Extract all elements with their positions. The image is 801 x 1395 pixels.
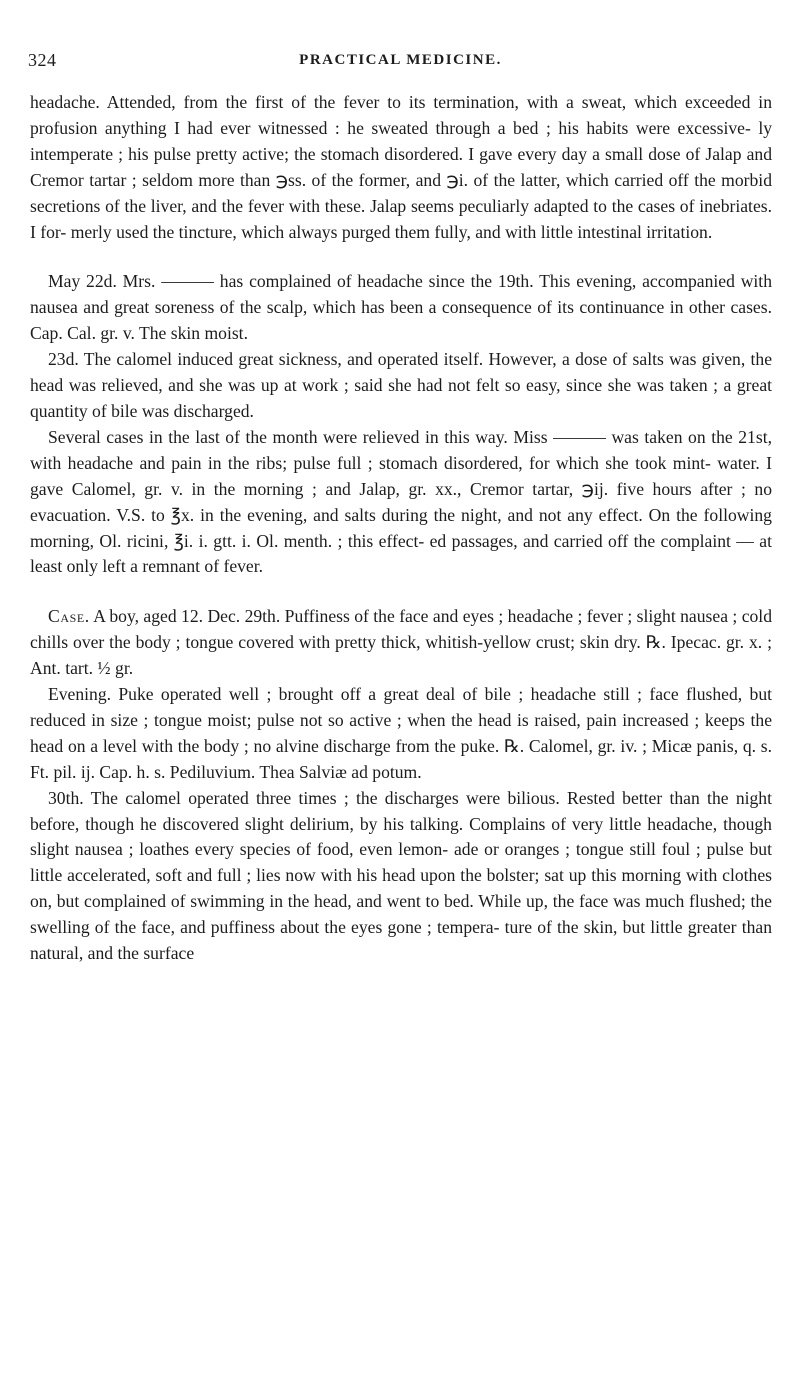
text-line: swelling of the face, and puffiness about the eyes gone ; tempera- (30, 917, 500, 938)
text-line: Several cases in the last of the month were relieved in this way. (48, 426, 508, 447)
text-line: Evening. Puke operated well ; brought off a great deal of bile ; (48, 684, 524, 705)
text-line: puke. ℞. Calomel, gr. iv. ; Micæ panis, q. s. Ft. pil. ij. Cap. h. s. (30, 735, 773, 782)
text-line: pulse not so active ; when the head is raised, pain increased ; keeps (257, 709, 745, 730)
text-line: ade or oranges ; tongue still foul ; pulse but little accelerated, soft (30, 839, 772, 886)
text-line: more than ℈ss. of the former, and ℈i. of the latter, which carried (198, 169, 664, 190)
text-line: water. I gave Calomel, gr. v. in the morning ; and Jalap, gr. xx., (30, 452, 772, 499)
text-line: the head on a level with the body ; no alvine discharge from the (30, 709, 773, 756)
text-line: Pediluvium. Thea Salviæ ad potum. (169, 761, 422, 782)
text-line: she was up at work ; said she had not felt so easy, since she was (199, 375, 665, 396)
text-line: off the morbid secretions of the liver, and the fever with these. (30, 169, 772, 216)
paragraph-case-boy (30, 604, 772, 682)
text-line: ly intemperate ; his pulse pretty active; the stomach disordered. (30, 117, 772, 164)
text-line: cases. Cap. Cal. gr. v. The skin moist. (30, 297, 772, 344)
text-line: 23d. The calomel induced great sickness, and operated itself. (48, 349, 484, 370)
text-line: However, a dose of salts was given, the head was relieved, and (30, 349, 773, 396)
text-line: though slight nausea ; loathes every species of food, even lemon- (30, 813, 772, 860)
text-line: ture of the skin, but little greater than natural, and the surface (30, 917, 772, 964)
paragraph-23d (30, 347, 772, 425)
body-text (30, 90, 772, 967)
text-line: I gave every day a small dose of Jalap and Cremor tartar ; seldom (30, 143, 773, 190)
text-line: in the evening, and salts during the night, and not any effect. On (200, 504, 671, 525)
text-line: ribs; pulse full ; stomach disordered, for which she took mint- (255, 452, 711, 473)
text-line: witnessed : he sweated through a bed ; his habits were excessive- (258, 117, 751, 138)
text-line: ℞. Ipecac. gr. x. ; Ant. tart. ½ gr. (30, 632, 772, 679)
page-header (28, 50, 773, 80)
case-heading: Case. (48, 606, 90, 627)
text-line: headache. Attended, from the first of the fever to its termination, (30, 92, 519, 112)
text-line: ed passages, and carried off the complaint — at least only left a (30, 530, 772, 577)
text-line: with a sweat, which exceeded in profusion anything I had ever (30, 92, 772, 138)
text-line: remnant of fever. (142, 556, 264, 577)
paragraph-may-22 (30, 269, 772, 347)
paragraph-evening (30, 682, 772, 786)
text-line: May 22d. Mrs. ——— has complained of headache since the 19th. (48, 271, 534, 292)
text-line: Cremor tartar, ℈ij. five hours after ; no evacuation. V.S. to ℥x. (30, 478, 772, 525)
text-line: scalp, which has been a consequence of its continuance in other (266, 297, 726, 318)
text-line: merly used the tincture, which always purged them fully, and (70, 221, 501, 242)
text-line: A boy, aged 12. Dec. 29th. Puffiness of the face and (89, 606, 459, 627)
text-line: slight delirium, by his talking. Complains of very little headache, (244, 813, 718, 834)
text-line: tongue covered with pretty thick, whitish-yellow crust; skin dry. (185, 632, 641, 653)
text-line: This evening, accompanied with nausea and great soreness of the (30, 271, 772, 318)
text-line: bilious. Rested better than the night before, though he discovered (30, 787, 772, 834)
text-line: and full ; lies now with his head upon the bolster; sat up this (186, 865, 617, 886)
text-line: Jalap seems peculiarly adapted to the cases of inebriates. I for- (30, 195, 773, 242)
paragraph-30th (30, 786, 772, 967)
text-line: Miss ——— was taken on the 21st, with headache and pain in the (30, 426, 772, 473)
text-line: and went to bed. While up, the face was much flushed; the (356, 891, 772, 912)
text-line: eyes ; headache ; fever ; slight nausea ; cold chills over the body ; (30, 606, 772, 653)
paragraph-several-cases (30, 425, 772, 580)
text-line: 30th. The calomel operated three times ; the discharges were (48, 787, 501, 808)
running-head: PRACTICAL MEDICINE. (299, 52, 502, 68)
text-line: with little intestinal irritation. (505, 221, 713, 242)
page-number: 324 (28, 50, 57, 70)
text-line: taken ; a great quantity of bile was discharged. (30, 375, 773, 421)
text-line: morning with clothes on, but complained of swimming in the head, (30, 865, 772, 912)
text-line: the following morning, Ol. ricini, ℥i. i. gtt. i. Ol. menth. ; this effect- (30, 504, 772, 551)
text-line: headache still ; face flushed, but reduced in size ; tongue moist; (30, 684, 772, 730)
paragraph-jalap-case (30, 90, 772, 245)
